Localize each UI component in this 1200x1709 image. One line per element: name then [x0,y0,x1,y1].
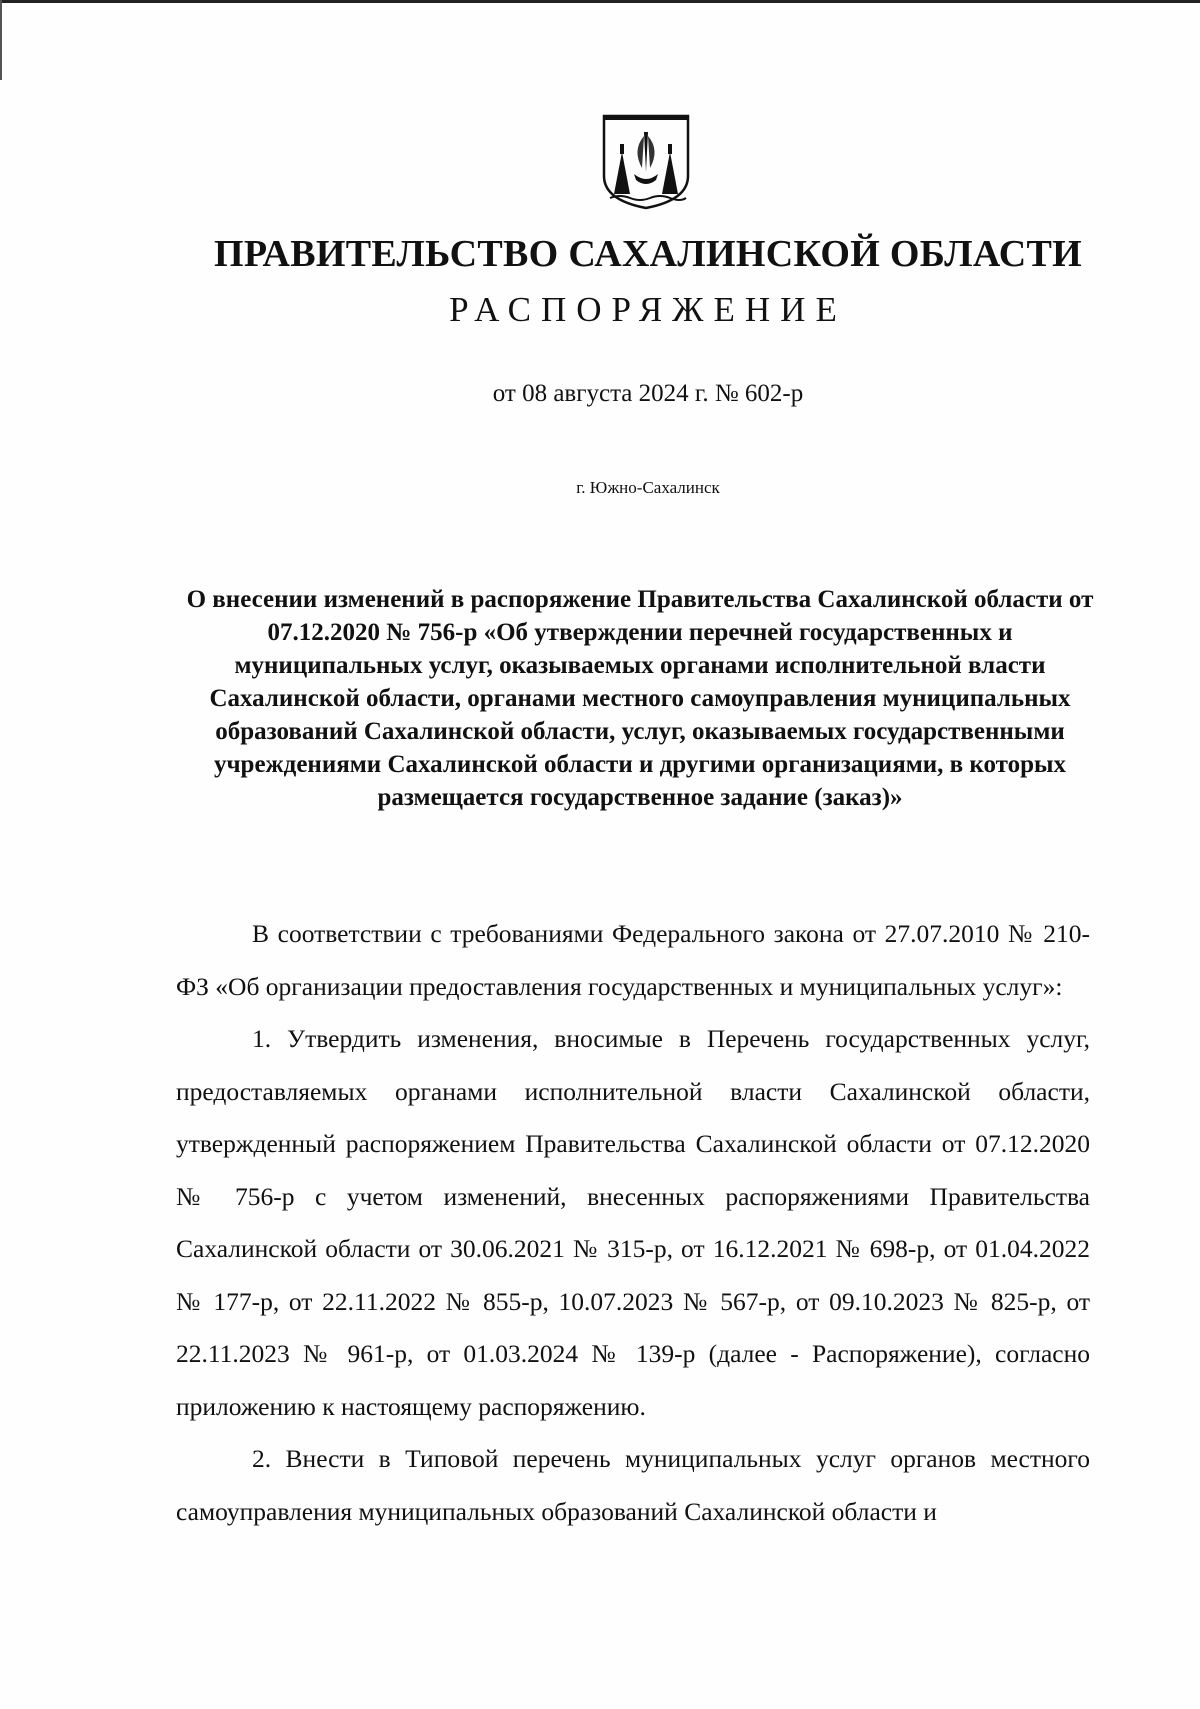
document-date-number: от 08 августа 2024 г. № 602-р [492,380,804,407]
document-type: РАСПОРЯЖЕНИЕ [449,290,847,329]
coat-of-arms-icon [600,112,692,212]
scan-border-left [0,0,2,80]
body-paragraph-item-1: 1. Утвердить изменения, вносимые в Перечень государственных услуг, предоставляемых органами исполнительной власти Сахалинской области, утвержденный распоряжением Правительства Сахалинской области от 07.12.2020 № 756-р с учетом изменений, внесенных распоряжениями Правительства Сахалинской области от 30.06.2021 № 315-р, от 16.12.2021 № 698-р, от 01.04.2022 № 177-р, от 22.11.2022 № 855-р, 10.07.2023 № 567-р, от 09.10.2023 № 825-р, от 22.11.2023 № 961-р, от 01.03.2024 № 139-р (далее - Распоряжение), согласно приложению к настоящему распоряжению. [176,1024,1090,1421]
scan-border-top [0,0,1200,3]
organization-title: ПРАВИТЕЛЬСТВО САХАЛИНСКОЙ ОБЛАСТИ [214,233,1082,275]
body-paragraph-preamble: В соответствии с требованиями Федерального закона от 27.07.2010 № 210-ФЗ «Об организации предоставления государственных и муниципальных услуг»: [176,919,1090,1001]
body-paragraph-item-2: 2. Внести в Типовой перечень муниципальных услуг органов местного самоуправления муниципальных образований Сахалинской области и [176,1444,1090,1526]
document-subject: О внесении изменений в распоряжение Правительства Сахалинской области от 07.12.2020 № 756-р «Об утверждении перечней государственных и муниципальных услуг, оказываемых органами исполнительной власти Сахалинской области, органами местного самоуправления муниципальных образований Сахалинской области, услуг, оказываемых государственными учреждениями Сахалинской области и другими организациями, в которых размещается государственное задание (заказ)» [186,586,1094,811]
document-body [176,908,1090,1538]
document-city: г. Южно-Сахалинск [576,478,720,497]
